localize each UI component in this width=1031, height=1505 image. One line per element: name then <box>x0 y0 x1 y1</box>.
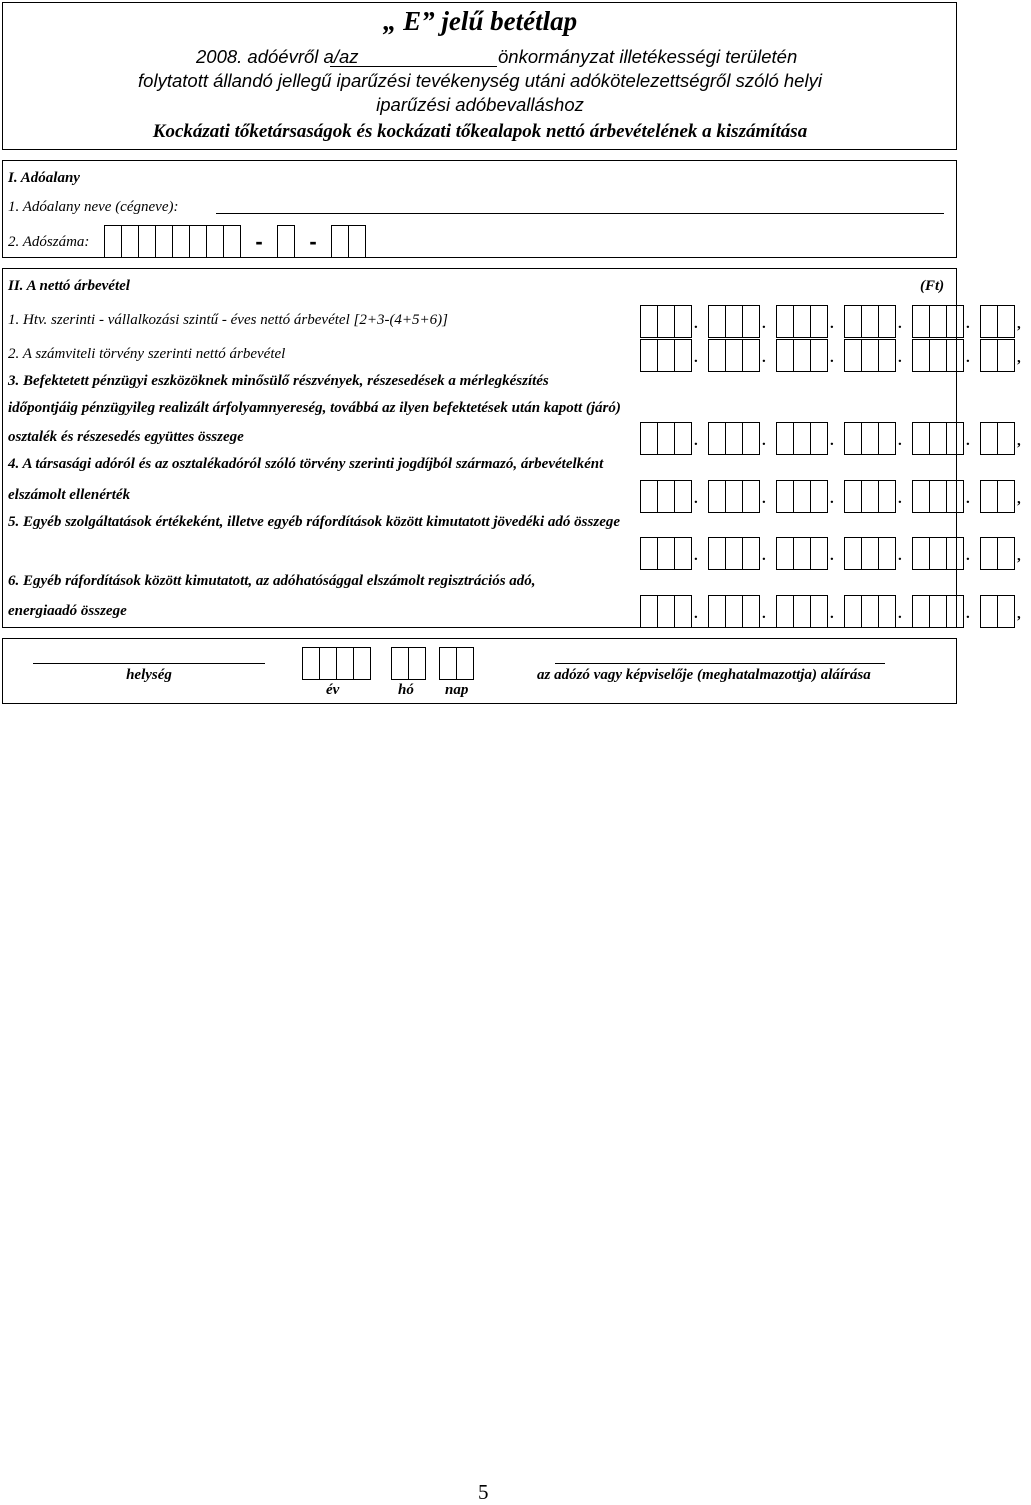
decimal-separator <box>1015 480 1031 511</box>
revenue-item-5-digit-box[interactable] <box>794 537 811 570</box>
revenue-item-4-digit-box[interactable] <box>947 480 964 513</box>
revenue-item-2-digit-box[interactable] <box>708 339 726 372</box>
tax-number-digit-box[interactable] <box>104 225 122 258</box>
revenue-item-3-digit-box[interactable] <box>912 422 930 455</box>
revenue-item-2-digit-box[interactable] <box>743 339 760 372</box>
revenue-item-6-digit-box[interactable] <box>726 595 743 628</box>
revenue-item-6-label: 6. Egyéb ráfordítások között kimutatott, az adóhatósággal elszámolt regisztrációs adó, <box>8 573 536 589</box>
tax-number-digit-box[interactable] <box>224 225 241 258</box>
section2-heading: II. A nettó árbevétel <box>8 278 130 294</box>
day-field[interactable] <box>439 647 474 680</box>
thousands-separator <box>828 305 844 336</box>
thousands-separator <box>692 595 708 626</box>
revenue-item-3-digit-box[interactable] <box>811 422 828 455</box>
header-line2: folytatott állandó jellegű iparűzési tevékenység utáni adókötelezettségről szóló helyi <box>138 70 822 91</box>
revenue-item-3-digit-box[interactable] <box>980 422 998 455</box>
revenue-item-4-digit-box[interactable] <box>879 480 896 513</box>
tax-number-digit-box[interactable] <box>349 225 366 258</box>
thousands-separator <box>964 595 980 626</box>
thousands-separator <box>828 595 844 626</box>
revenue-item-6-digit-box[interactable] <box>708 595 726 628</box>
form-title: „ E” jelű betétlap <box>382 6 578 36</box>
tax-number-digit-box[interactable] <box>156 225 173 258</box>
thousands-separator-glyph: . <box>694 350 698 366</box>
thousands-separator-glyph: . <box>898 350 902 366</box>
thousands-separator <box>828 339 844 370</box>
thousands-separator-glyph: . <box>762 316 766 332</box>
thousands-separator-glyph: . <box>966 606 970 622</box>
revenue-item-1-digit-box[interactable] <box>980 305 998 338</box>
revenue-item-2-digit-box[interactable] <box>862 339 879 372</box>
revenue-item-6-digit-box[interactable] <box>998 595 1015 628</box>
revenue-item-6-digit-box[interactable] <box>743 595 760 628</box>
thousands-separator-glyph: . <box>762 491 766 507</box>
year-field[interactable] <box>302 647 371 680</box>
revenue-item-2-digit-box[interactable] <box>640 339 658 372</box>
decimal-separator-glyph: , <box>1017 491 1021 507</box>
decimal-separator-glyph: , <box>1017 548 1021 564</box>
revenue-item-5-digit-box[interactable] <box>879 537 896 570</box>
revenue-item-4-digit-box[interactable] <box>980 480 998 513</box>
revenue-item-5-digit-box[interactable] <box>743 537 760 570</box>
thousands-separator-glyph: . <box>830 350 834 366</box>
revenue-item-2-amount-field[interactable] <box>640 339 1031 372</box>
thousands-separator-glyph: . <box>762 606 766 622</box>
day-digit-box[interactable] <box>439 647 457 680</box>
thousands-separator <box>760 480 776 511</box>
thousands-separator <box>828 480 844 511</box>
signature-label: az adózó vagy képviselője (meghatalmazottja) aláírása <box>537 667 871 683</box>
thousands-separator-glyph: . <box>694 433 698 449</box>
revenue-item-3-digit-box[interactable] <box>640 422 658 455</box>
thousands-separator <box>692 305 708 336</box>
revenue-item-1-digit-box[interactable] <box>930 305 947 338</box>
municipality-field[interactable] <box>330 66 497 67</box>
revenue-item-4-digit-box[interactable] <box>930 480 947 513</box>
decimal-separator-glyph: , <box>1017 606 1021 622</box>
thousands-separator-glyph: . <box>966 491 970 507</box>
thousands-separator-glyph: . <box>694 548 698 564</box>
revenue-item-4-label: 4. A társasági adóról és az osztalékadóról szóló törvény szerinti jogdíjból származó, árbevételként <box>8 456 604 472</box>
tax-number-digit-box[interactable] <box>207 225 224 258</box>
revenue-item-3-label: 3. Befektetett pénzügyi eszközöknek minősülő részvények, részesedések a mérlegkészítés <box>8 373 549 389</box>
month-field[interactable] <box>391 647 426 680</box>
tax-number-label: 2. Adószáma: <box>8 234 90 250</box>
place-field[interactable] <box>33 663 265 664</box>
thousands-separator <box>964 339 980 370</box>
unit-label: (Ft) <box>920 278 945 294</box>
revenue-item-6-digit-box[interactable] <box>980 595 998 628</box>
revenue-item-1-amount-field[interactable] <box>640 305 1031 338</box>
revenue-item-3-digit-box[interactable] <box>947 422 964 455</box>
revenue-item-1-digit-box[interactable] <box>726 305 743 338</box>
revenue-item-2-digit-box[interactable] <box>912 339 930 372</box>
decimal-separator <box>1015 305 1031 336</box>
header-line4: Kockázati tőketársaságok és kockázati tőkealapok nettó árbevételének a kiszámítása <box>152 121 808 142</box>
thousands-separator-glyph: . <box>830 606 834 622</box>
decimal-separator-glyph: , <box>1017 350 1021 366</box>
thousands-separator <box>692 480 708 511</box>
revenue-item-1-digit-box[interactable] <box>879 305 896 338</box>
tax-number-digit-box[interactable] <box>139 225 156 258</box>
tax-number-digit-box[interactable] <box>331 225 349 258</box>
thousands-separator-glyph: . <box>830 316 834 332</box>
revenue-item-1-digit-box[interactable] <box>947 305 964 338</box>
revenue-item-4-digit-box[interactable] <box>658 480 675 513</box>
thousands-separator-glyph: . <box>966 548 970 564</box>
revenue-item-1-digit-box[interactable] <box>862 305 879 338</box>
revenue-item-3-digit-box[interactable] <box>708 422 726 455</box>
thousands-separator <box>828 537 844 568</box>
revenue-item-3-digit-box[interactable] <box>930 422 947 455</box>
revenue-item-2-digit-box[interactable] <box>811 339 828 372</box>
revenue-item-5-digit-box[interactable] <box>947 537 964 570</box>
revenue-item-5-digit-box[interactable] <box>998 537 1015 570</box>
revenue-item-3-digit-box[interactable] <box>726 422 743 455</box>
tax-number-field[interactable] <box>104 225 366 258</box>
header-line1-right: önkormányzat illetékességi területén <box>498 46 798 67</box>
month-digit-box[interactable] <box>391 647 409 680</box>
thousands-separator-glyph: . <box>694 491 698 507</box>
decimal-separator <box>1015 595 1031 626</box>
revenue-item-1-digit-box[interactable] <box>640 305 658 338</box>
revenue-item-6-digit-box[interactable] <box>879 595 896 628</box>
thousands-separator-glyph: . <box>966 316 970 332</box>
thousands-separator-glyph: . <box>830 548 834 564</box>
thousands-separator-glyph: . <box>694 606 698 622</box>
thousands-separator <box>896 480 912 511</box>
thousands-separator <box>692 537 708 568</box>
year-digit-box[interactable] <box>337 647 354 680</box>
decimal-separator <box>1015 537 1031 568</box>
revenue-item-4-amount-field[interactable] <box>640 480 1031 513</box>
revenue-item-3-digit-box[interactable] <box>743 422 760 455</box>
revenue-item-3-digit-box[interactable] <box>658 422 675 455</box>
revenue-item-6-digit-box[interactable] <box>862 595 879 628</box>
revenue-item-1-digit-box[interactable] <box>776 305 794 338</box>
tax-number-digit-box[interactable] <box>277 225 295 258</box>
tax-number-digit-box[interactable] <box>190 225 207 258</box>
thousands-separator <box>896 595 912 626</box>
taxpayer-name-field[interactable] <box>216 213 944 214</box>
place-label: helység <box>126 667 172 683</box>
thousands-separator-glyph: . <box>762 350 766 366</box>
thousands-separator <box>964 422 980 453</box>
revenue-item-3-digit-box[interactable] <box>998 422 1015 455</box>
revenue-item-3-label: időpontjáig pénzügyileg realizált árfolyamnyereség, továbbá az ilyen befektetések után kapott (járó) <box>8 400 621 416</box>
thousands-separator <box>760 422 776 453</box>
year-digit-box[interactable] <box>354 647 371 680</box>
revenue-item-6-digit-box[interactable] <box>794 595 811 628</box>
revenue-item-6-digit-box[interactable] <box>658 595 675 628</box>
revenue-item-4-digit-box[interactable] <box>811 480 828 513</box>
revenue-item-1-digit-box[interactable] <box>811 305 828 338</box>
revenue-item-3-digit-box[interactable] <box>675 422 692 455</box>
thousands-separator <box>896 537 912 568</box>
tax-number-dash: - <box>255 229 263 254</box>
revenue-item-6-digit-box[interactable] <box>640 595 658 628</box>
revenue-item-4-digit-box[interactable] <box>844 480 862 513</box>
thousands-separator-glyph: . <box>898 433 902 449</box>
revenue-item-5-digit-box[interactable] <box>811 537 828 570</box>
revenue-item-1-digit-box[interactable] <box>794 305 811 338</box>
thousands-separator-glyph: . <box>898 316 902 332</box>
revenue-item-6-digit-box[interactable] <box>811 595 828 628</box>
revenue-item-4-digit-box[interactable] <box>794 480 811 513</box>
thousands-separator <box>760 537 776 568</box>
revenue-item-2-digit-box[interactable] <box>930 339 947 372</box>
thousands-separator <box>828 422 844 453</box>
page-number: 5 <box>478 1480 489 1504</box>
taxpayer-name-label: 1. Adóalany neve (cégneve): <box>8 199 179 215</box>
revenue-item-4-digit-box[interactable] <box>743 480 760 513</box>
revenue-item-4-digit-box[interactable] <box>675 480 692 513</box>
revenue-item-5-digit-box[interactable] <box>912 537 930 570</box>
day-digit-box[interactable] <box>457 647 474 680</box>
revenue-item-4-label: elszámolt ellenérték <box>8 487 131 503</box>
year-digit-box[interactable] <box>320 647 337 680</box>
revenue-item-5-digit-box[interactable] <box>930 537 947 570</box>
revenue-item-3-digit-box[interactable] <box>776 422 794 455</box>
decimal-separator <box>1015 339 1031 370</box>
revenue-item-4-digit-box[interactable] <box>912 480 930 513</box>
revenue-item-1-digit-box[interactable] <box>658 305 675 338</box>
revenue-item-5-digit-box[interactable] <box>980 537 998 570</box>
thousands-separator <box>964 480 980 511</box>
revenue-item-1-digit-box[interactable] <box>675 305 692 338</box>
revenue-item-4-digit-box[interactable] <box>640 480 658 513</box>
thousands-separator-glyph: . <box>898 548 902 564</box>
thousands-separator <box>896 305 912 336</box>
revenue-item-6-digit-box[interactable] <box>675 595 692 628</box>
revenue-item-2-digit-box[interactable] <box>675 339 692 372</box>
thousands-separator <box>964 537 980 568</box>
revenue-item-1-digit-box[interactable] <box>998 305 1015 338</box>
revenue-item-1-label: 1. Htv. szerinti - vállalkozási szintű - éves nettó árbevétel [2+3-(4+5+6)] <box>8 312 449 328</box>
thousands-separator <box>760 305 776 336</box>
signature-field[interactable] <box>555 663 885 664</box>
revenue-item-5-digit-box[interactable] <box>726 537 743 570</box>
thousands-separator-glyph: . <box>762 433 766 449</box>
thousands-separator-glyph: . <box>898 606 902 622</box>
thousands-separator <box>760 339 776 370</box>
month-digit-box[interactable] <box>409 647 426 680</box>
revenue-item-5-digit-box[interactable] <box>640 537 658 570</box>
header-line1-left: 2008. adóévről a/az <box>196 46 359 67</box>
thousands-separator-glyph: . <box>898 491 902 507</box>
thousands-separator-glyph: . <box>966 350 970 366</box>
thousands-separator <box>760 595 776 626</box>
revenue-item-3-digit-box[interactable] <box>879 422 896 455</box>
revenue-item-3-digit-box[interactable] <box>844 422 862 455</box>
revenue-item-5-digit-box[interactable] <box>776 537 794 570</box>
revenue-item-4-digit-box[interactable] <box>776 480 794 513</box>
revenue-item-6-digit-box[interactable] <box>930 595 947 628</box>
year-digit-box[interactable] <box>302 647 320 680</box>
decimal-separator-glyph: , <box>1017 316 1021 332</box>
revenue-item-5-amount-field[interactable] <box>640 537 1031 570</box>
revenue-item-5-digit-box[interactable] <box>844 537 862 570</box>
tax-number-digit-box[interactable] <box>122 225 139 258</box>
thousands-separator <box>692 422 708 453</box>
thousands-separator <box>964 305 980 336</box>
revenue-item-2-digit-box[interactable] <box>947 339 964 372</box>
revenue-item-4-digit-box[interactable] <box>726 480 743 513</box>
revenue-item-2-digit-box[interactable] <box>776 339 794 372</box>
revenue-item-6-digit-box[interactable] <box>844 595 862 628</box>
revenue-item-1-digit-box[interactable] <box>708 305 726 338</box>
revenue-item-2-digit-box[interactable] <box>980 339 998 372</box>
section1-heading: I. Adóalany <box>8 170 80 186</box>
thousands-separator-glyph: . <box>694 316 698 332</box>
revenue-item-4-digit-box[interactable] <box>998 480 1015 513</box>
revenue-item-5-label: 5. Egyéb szolgáltatások értékeként, illetve egyéb ráfordítások között kimutatott jövedéki adó összege <box>8 514 621 530</box>
tax-number-digit-box[interactable] <box>173 225 190 258</box>
revenue-item-2-digit-box[interactable] <box>879 339 896 372</box>
revenue-item-6-label: energiaadó összege <box>8 603 127 619</box>
revenue-item-3-digit-box[interactable] <box>794 422 811 455</box>
revenue-item-4-digit-box[interactable] <box>862 480 879 513</box>
revenue-item-1-digit-box[interactable] <box>912 305 930 338</box>
revenue-item-3-digit-box[interactable] <box>862 422 879 455</box>
decimal-separator <box>1015 422 1031 453</box>
decimal-separator-glyph: , <box>1017 433 1021 449</box>
revenue-item-5-digit-box[interactable] <box>708 537 726 570</box>
revenue-item-5-digit-box[interactable] <box>862 537 879 570</box>
revenue-item-2-digit-box[interactable] <box>658 339 675 372</box>
thousands-separator-glyph: . <box>830 491 834 507</box>
thousands-separator <box>896 422 912 453</box>
revenue-item-1-digit-box[interactable] <box>743 305 760 338</box>
thousands-separator-glyph: . <box>762 548 766 564</box>
revenue-item-5-digit-box[interactable] <box>675 537 692 570</box>
revenue-item-6-digit-box[interactable] <box>912 595 930 628</box>
thousands-separator-glyph: . <box>966 433 970 449</box>
header-line3: iparűzési adóbevalláshoz <box>376 94 584 115</box>
month-label: hó <box>398 682 414 698</box>
revenue-item-2-label: 2. A számviteli törvény szerinti nettó árbevétel <box>8 346 286 362</box>
revenue-item-2-digit-box[interactable] <box>726 339 743 372</box>
thousands-separator <box>692 339 708 370</box>
revenue-item-4-digit-box[interactable] <box>708 480 726 513</box>
revenue-item-6-amount-field[interactable] <box>640 595 1031 628</box>
revenue-item-6-digit-box[interactable] <box>947 595 964 628</box>
thousands-separator <box>896 339 912 370</box>
revenue-item-1-digit-box[interactable] <box>844 305 862 338</box>
revenue-item-2-digit-box[interactable] <box>794 339 811 372</box>
revenue-item-3-label: osztalék és részesedés együttes összege <box>8 429 244 445</box>
revenue-item-6-digit-box[interactable] <box>776 595 794 628</box>
thousands-separator-glyph: . <box>830 433 834 449</box>
day-label: nap <box>445 682 469 698</box>
revenue-item-5-digit-box[interactable] <box>658 537 675 570</box>
year-label: év <box>326 682 340 698</box>
tax-number-dash: - <box>309 229 317 254</box>
revenue-item-2-digit-box[interactable] <box>998 339 1015 372</box>
revenue-item-3-amount-field[interactable] <box>640 422 1031 455</box>
revenue-item-2-digit-box[interactable] <box>844 339 862 372</box>
